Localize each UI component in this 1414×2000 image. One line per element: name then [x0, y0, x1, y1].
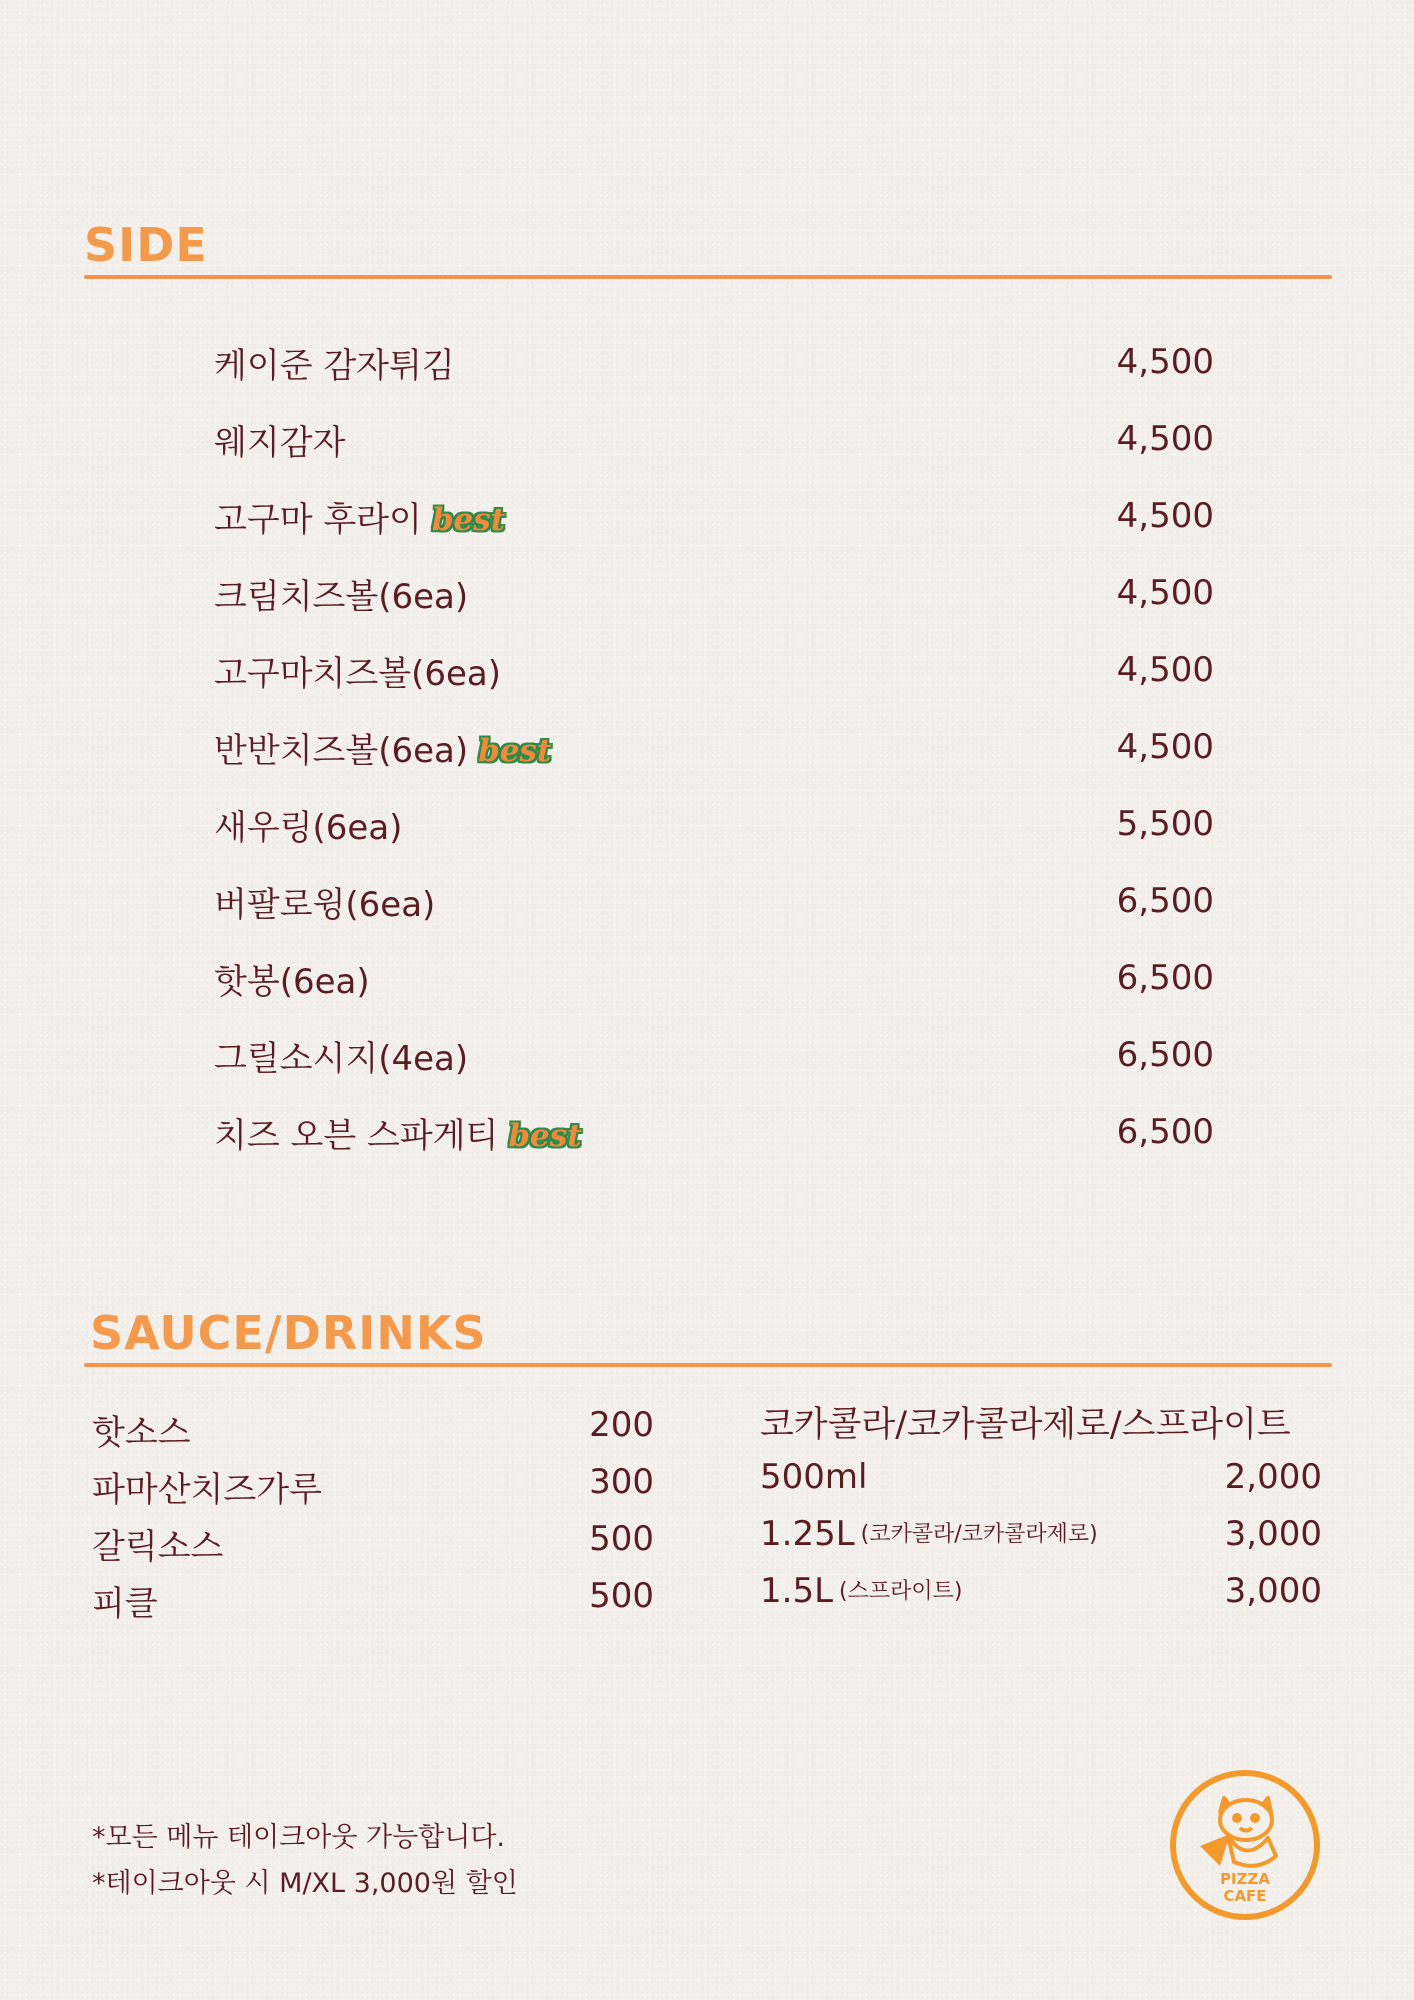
sauce-item-name: 파마산치즈가루	[92, 1470, 322, 1510]
menu-item	[214, 486, 1214, 563]
menu-item-price: 4,500	[1116, 573, 1214, 613]
menu-item-name: 케이준 감자튀김	[214, 346, 455, 386]
side-divider	[84, 275, 1332, 279]
menu-item-price: 4,500	[1116, 650, 1214, 690]
drink-size: 500ml	[760, 1457, 868, 1497]
sauce-item-price: 300	[589, 1462, 654, 1502]
drinks-section	[760, 1397, 1322, 1628]
menu-item	[214, 332, 1214, 409]
menu-item-price: 6,500	[1116, 881, 1214, 921]
menu-item-name: 고구마치즈볼(6ea)	[214, 654, 501, 694]
pizza-slice-icon	[1200, 1834, 1230, 1866]
best-badge: best	[478, 733, 552, 769]
note-discount: *테이크아웃 시 M/XL 3,000원 할인	[92, 1868, 518, 1899]
menu-item-name: 핫봉(6ea)	[214, 962, 370, 1002]
drink-note: (코카콜라/코카콜라제로)	[860, 1522, 1098, 1547]
side-menu-list	[214, 332, 1214, 1179]
side-heading: SIDE	[84, 218, 208, 272]
menu-item-name: 버팔로윙(6ea)	[214, 885, 436, 925]
drink-note: (스프라이트)	[839, 1579, 963, 1604]
sauce-item-price: 500	[589, 1576, 654, 1616]
menu-item	[214, 640, 1214, 717]
menu-item	[214, 717, 1214, 794]
menu-item-price: 4,500	[1116, 419, 1214, 459]
menu-item-price: 6,500	[1116, 1112, 1214, 1152]
tiger-icon	[1220, 1798, 1276, 1866]
sauce-item-price: 200	[589, 1405, 654, 1445]
sauce-item-price: 500	[589, 1519, 654, 1559]
menu-item-name: 그릴소시지(4ea)	[214, 1039, 469, 1079]
menu-item	[214, 1102, 1214, 1179]
drink-size: 1.5L (스프라이트)	[760, 1571, 963, 1611]
best-badge: best	[508, 1118, 582, 1154]
menu-item-price: 4,500	[1116, 342, 1214, 382]
drink-price: 3,000	[1224, 1514, 1322, 1554]
note-takeout: *모든 메뉴 테이크아웃 가능합니다.	[92, 1822, 505, 1853]
pizza-cafe-logo	[1168, 1768, 1322, 1922]
menu-item-price: 4,500	[1116, 727, 1214, 767]
sauce-drinks-heading: SAUCE/DRINKS	[90, 1306, 487, 1360]
drink-price: 2,000	[1224, 1457, 1322, 1497]
drink-size: 1.25L (코카콜라/코카콜라제로)	[760, 1514, 1098, 1554]
menu-item-price: 5,500	[1116, 804, 1214, 844]
menu-item	[214, 871, 1214, 948]
drinks-title: 코카콜라/코카콜라제로/스프라이트	[760, 1405, 1291, 1445]
drink-item	[760, 1514, 1322, 1571]
best-badge: best	[431, 502, 506, 538]
sauce-item	[92, 1519, 654, 1576]
menu-item	[214, 948, 1214, 1025]
sauce-list	[92, 1405, 654, 1633]
menu-item-name: 웨지감자	[214, 423, 346, 463]
sauce-item	[92, 1405, 654, 1462]
sauce-drinks-divider	[84, 1363, 1332, 1367]
menu-item	[214, 409, 1214, 486]
menu-item-name: 고구마 후라이 best	[214, 500, 506, 540]
drink-price: 3,000	[1224, 1571, 1322, 1611]
logo-text-line2: CAFE	[1223, 1887, 1267, 1905]
menu-item	[214, 563, 1214, 640]
menu-item	[214, 1025, 1214, 1102]
drink-item	[760, 1457, 1322, 1514]
menu-item-name: 새우링(6ea)	[214, 808, 403, 848]
sauce-item-name: 갈릭소스	[92, 1527, 224, 1567]
menu-item-name: 치즈 오븐 스파게티 best	[214, 1116, 582, 1156]
drink-item	[760, 1571, 1322, 1628]
menu-item	[214, 794, 1214, 871]
sauce-item	[92, 1462, 654, 1519]
menu-item-price: 6,500	[1116, 1035, 1214, 1075]
sauce-item	[92, 1576, 654, 1633]
logo-text-line1: PIZZA	[1220, 1870, 1270, 1888]
menu-item-name: 크림치즈볼(6ea)	[214, 577, 469, 617]
menu-item-name: 반반치즈볼(6ea) best	[214, 731, 552, 771]
menu-item-price: 4,500	[1116, 496, 1214, 536]
sauce-item-name: 피클	[92, 1584, 158, 1624]
menu-item-price: 6,500	[1116, 958, 1214, 998]
sauce-item-name: 핫소스	[92, 1413, 191, 1453]
footer-notes	[92, 1815, 518, 1907]
